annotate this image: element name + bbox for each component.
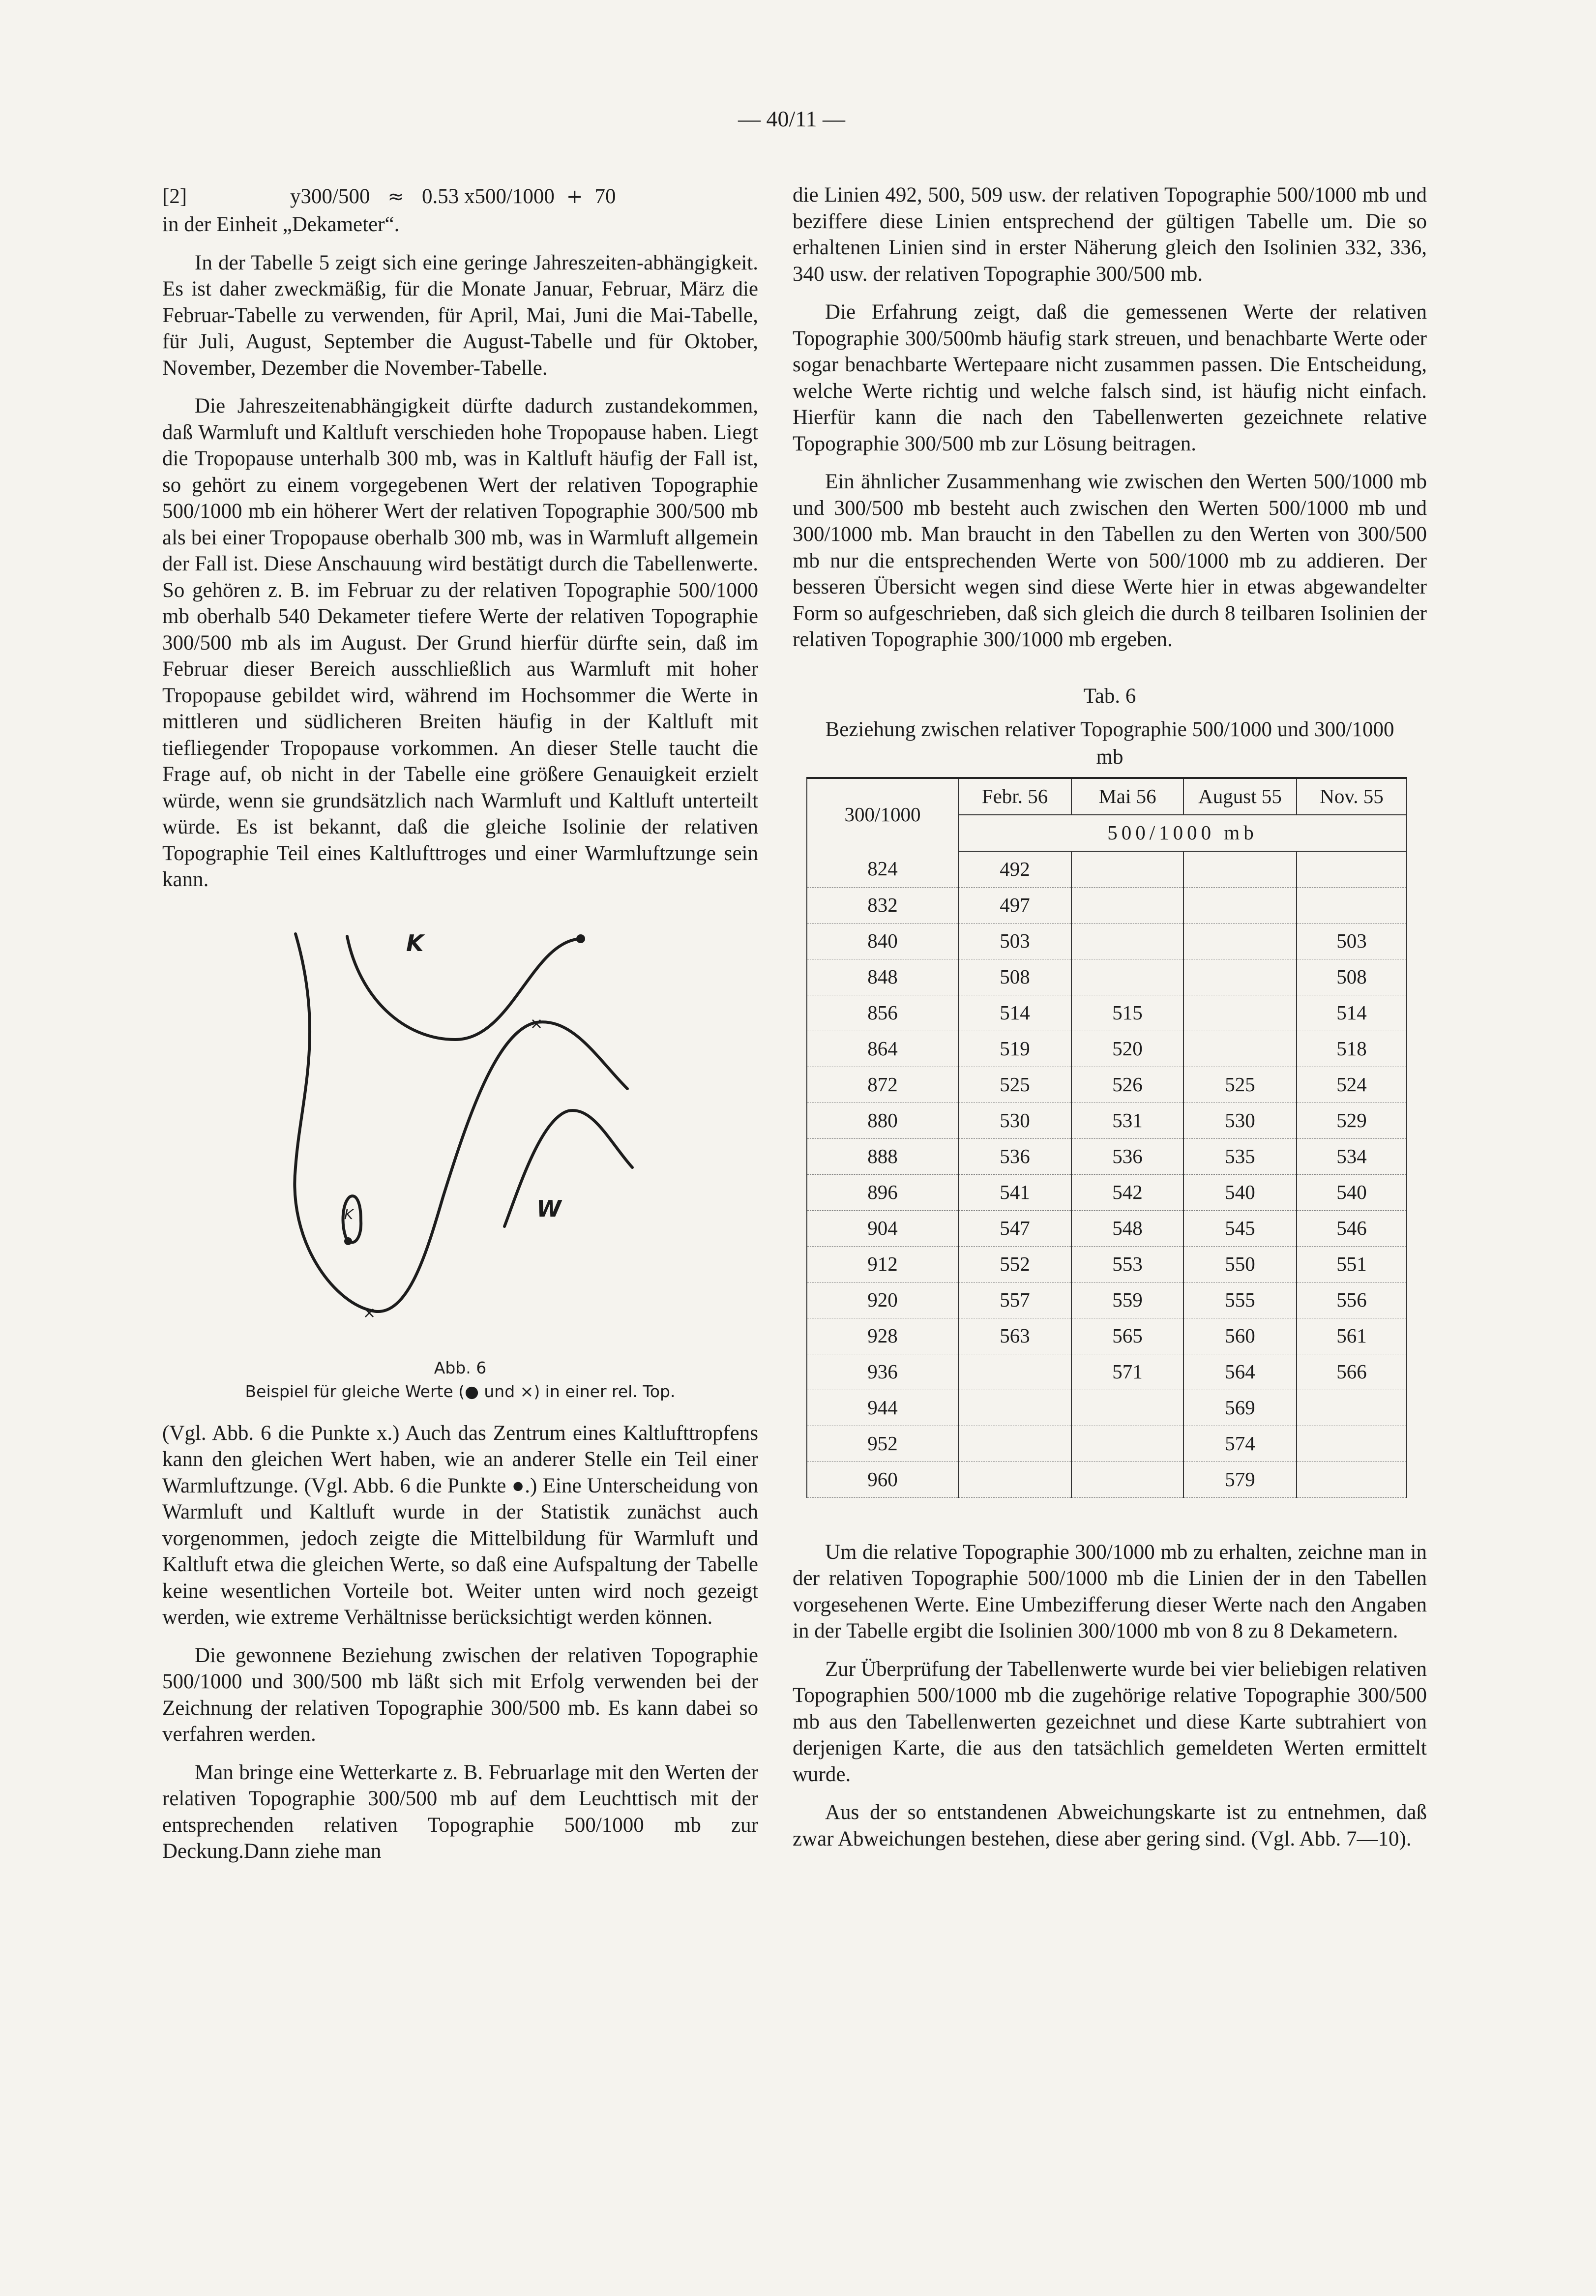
value-cell — [1071, 887, 1183, 923]
value-cell: 579 — [1183, 1461, 1297, 1497]
value-cell: 557 — [958, 1282, 1071, 1318]
unit-line: in der Einheit „Dekameter“. — [162, 213, 400, 236]
paragraph: Ein ähnlicher Zusammenhang wie zwischen den Werten 500/1000 mb und 300/500 mb besteht auch zwischen den Werten 500/1000 mb und 300/1000 mb. Man braucht in den Tabellen zu den Werten von 300/500 mb nur die entsprechenden Werte von 500/1000 mb zu addieren. Der besseren Übersicht wegen sind diese Werte hier in etwas abgewandelter Form so aufgeschrieben, daß sich gleich die durch 8 teilbaren Isolinien der relativen Topographie 300/1000 mb ergeben. — [793, 470, 1427, 651]
paragraph: Die gewonnene Beziehung zwischen der relativen Topographie 500/1000 und 300/500 mb läßt sich mit Erfolg verwenden bei der Zeichnung der relativen Topographie 300/500 mb. Es kann dabei so verfahren werden. — [162, 1643, 758, 1746]
paragraph: Um die relative Topographie 300/1000 mb zu erhalten, zeichne man in der relativen Topographie 500/1000 mb die Linien der in den Tabellen vorgesehenen Werte. Eine Umbezifferung dieser Werte nach den Angaben in der Tabelle ergibt die Isolinien 300/1000 mb von 8 zu 8 Dekametern. — [793, 1540, 1427, 1642]
equation-lhs: y300/500 — [290, 185, 370, 208]
figure-caption-title: Abb. 6 — [434, 1358, 487, 1377]
value-cell: 514 — [1297, 995, 1407, 1031]
value-cell: 547 — [958, 1210, 1071, 1246]
label-w: W — [536, 1195, 562, 1222]
plus-sign: + — [566, 185, 583, 208]
value-cell: 525 — [958, 1067, 1071, 1103]
value-cell: 519 — [958, 1031, 1071, 1067]
value-cell: 515 — [1071, 995, 1183, 1031]
cross-marker: × — [362, 1303, 376, 1322]
row-key-cell: 856 — [807, 995, 958, 1031]
isoline-sketch — [273, 912, 647, 1344]
column-header: August 55 — [1183, 778, 1297, 815]
dot-marker — [576, 934, 585, 943]
table-6 — [806, 777, 1407, 1498]
value-cell: 514 — [958, 995, 1071, 1031]
value-cell: 571 — [1071, 1354, 1183, 1390]
equation-2 — [162, 182, 758, 211]
value-cell: 520 — [1071, 1031, 1183, 1067]
value-cell — [1183, 887, 1297, 923]
cross-marker: × — [530, 1014, 543, 1033]
row-key-cell: 904 — [807, 1210, 958, 1246]
table-row — [807, 1318, 1407, 1354]
table-row — [807, 1426, 1407, 1461]
value-cell — [1183, 959, 1297, 995]
isoline-ridge — [295, 934, 627, 1312]
approx-sign: ≈ — [387, 185, 404, 208]
figure-6 — [162, 912, 758, 1403]
table-row — [807, 1174, 1407, 1210]
value-cell: 526 — [1071, 1067, 1183, 1103]
row-key-cell: 920 — [807, 1282, 958, 1318]
value-cell: 530 — [1183, 1103, 1297, 1138]
value-cell — [1071, 1390, 1183, 1426]
table-row — [807, 1246, 1407, 1282]
value-cell: 536 — [1071, 1138, 1183, 1174]
paragraph: Aus der so entstandenen Abweichungskarte ist zu entnehmen, daß zwar Abweichungen bestehen, diese aber gering sind. (Vgl. Abb. 7—10). — [793, 1801, 1427, 1850]
value-cell: 503 — [958, 923, 1071, 959]
value-cell: 559 — [1071, 1282, 1183, 1318]
table-label: Tab. 6 — [1083, 684, 1136, 708]
row-key-cell: 928 — [807, 1318, 958, 1354]
value-cell: 508 — [1297, 959, 1407, 995]
paragraph: Die Jahreszeitenabhängigkeit dürfte dadurch zustandekommen, daß Warmluft und Kaltluft verschieden hohe Tropopause haben. Liegt die Tropopause unterhalb 300 mb, was in Kaltluft häufig der Fall ist, so gehört zu einem vorgegebenen Wert der relativen Topographie 500/1000 mb ein höherer Wert der relativen Topographie 300/500 mb als bei einer Tropopause oberhalb 300 mb, was in Warmluft allgemein der Fall ist. Diese Anschauung wird bestätigt durch die Tabellenwerte. So gehören z. B. im Februar zu der relativen Topographie 500/1000 mb oberhalb 540 Dekameter tiefere Werte der relativen Topographie 300/500 mb als im August. Der Grund hierfür dürfte sein, daß im Februar dieser Bereich ausschließlich aus Warmluft mit hoher Tropopause gebildet wird, während im Hochsommer die Werte in mittleren und südlicheren Breiten häufig in der Kaltluft mit tiefliegender Tropopause vorkommen. An dieser Stelle taucht die Frage auf, ob nicht in der Tabelle eine größere Genauigkeit erzielt würde, wenn sie grundsätzlich nach Warmluft und Kaltluft unterteilt würde. Es ist bekannt, daß die gleiche Isolinie der relativen Topographie Teil eines Kaltlufttroges und einer Warmluftzunge sein kann. — [162, 394, 758, 891]
equation-rhs: 0.53 x500/1000 — [421, 185, 555, 208]
row-key-cell: 888 — [807, 1138, 958, 1174]
paragraph: In der Tabelle 5 zeigt sich eine geringe Jahreszeiten-abhängigkeit. Es ist daher zweckmäßig, für die Monate Januar, Februar, März die Februar-Tabelle zu verwenden, für April, Mai, Juni die Mai-Tabelle, für Juli, August, September die August-Tabelle und für Oktober, November, Dezember die November-Tabelle. — [162, 251, 758, 380]
row-key-cell: 832 — [807, 887, 958, 923]
value-cell: 545 — [1183, 1210, 1297, 1246]
value-cell — [1183, 1031, 1297, 1067]
table-row — [807, 1354, 1407, 1390]
table-row — [807, 1210, 1407, 1246]
value-cell — [1297, 1390, 1407, 1426]
label-k: K — [406, 929, 424, 956]
value-cell: 497 — [958, 887, 1071, 923]
row-key-cell: 936 — [807, 1354, 958, 1390]
figure-caption-text: Beispiel für gleiche Werte (● und ×) in einer rel. Top. — [245, 1381, 676, 1401]
row-key-cell: 864 — [807, 1031, 958, 1067]
table-row — [807, 1103, 1407, 1138]
table-row — [807, 851, 1407, 888]
value-cell: 503 — [1297, 923, 1407, 959]
value-cell: 561 — [1297, 1318, 1407, 1354]
value-cell: 541 — [958, 1174, 1071, 1210]
value-cell: 536 — [958, 1138, 1071, 1174]
equation-constant: 70 — [594, 185, 616, 208]
value-cell — [1183, 995, 1297, 1031]
value-cell: 535 — [1183, 1138, 1297, 1174]
row-key-cell: 880 — [807, 1103, 958, 1138]
paragraph: Man bringe eine Wetterkarte z. B. Februarlage mit den Werten der relativen Topographie 300/500 mb auf dem Leuchttisch mit der entsprechenden relativen Topographie 500/1000 mb zur Deckung.Dann ziehe man — [162, 1760, 758, 1863]
isoline-inner — [504, 1110, 632, 1226]
value-cell: 550 — [1183, 1246, 1297, 1282]
value-cell: 569 — [1183, 1390, 1297, 1426]
page-number: — 40/11 — — [738, 106, 846, 131]
label-k-drop: K — [344, 1206, 354, 1223]
left-column — [162, 182, 758, 1877]
value-cell: 574 — [1183, 1426, 1297, 1461]
unit-header: 500/1000 mb — [958, 815, 1407, 851]
value-cell — [1297, 851, 1407, 888]
table-row — [807, 959, 1407, 995]
value-cell — [958, 1461, 1071, 1497]
value-cell: 524 — [1297, 1067, 1407, 1103]
value-cell — [958, 1426, 1071, 1461]
value-cell: 531 — [1071, 1103, 1183, 1138]
value-cell — [1297, 1426, 1407, 1461]
paragraph: Zur Überprüfung der Tabellenwerte wurde bei vier beliebigen relativen Topographien 500/1000 mb die zugehörige relative Topographie 300/500 mb aus den Tabellenwerten gezeichnet und diese Karte subtrahiert von derjenigen Karte, die aus den tatsächlich gemeldeten Werten ermittelt wurde. — [793, 1657, 1427, 1786]
row-key-cell: 840 — [807, 923, 958, 959]
row-key-cell: 848 — [807, 959, 958, 995]
value-cell — [1071, 851, 1183, 888]
row-header: 300/1000 — [807, 778, 958, 851]
isoline-trough — [347, 936, 581, 1040]
value-cell: 540 — [1183, 1174, 1297, 1210]
value-cell — [1183, 923, 1297, 959]
value-cell: 560 — [1183, 1318, 1297, 1354]
value-cell: 552 — [958, 1246, 1071, 1282]
value-cell: 542 — [1071, 1174, 1183, 1210]
value-cell: 565 — [1071, 1318, 1183, 1354]
value-cell: 553 — [1071, 1246, 1183, 1282]
column-header: Febr. 56 — [958, 778, 1071, 815]
value-cell: 525 — [1183, 1067, 1297, 1103]
value-cell — [1071, 959, 1183, 995]
value-cell: 548 — [1071, 1210, 1183, 1246]
value-cell: 529 — [1297, 1103, 1407, 1138]
column-header: Mai 56 — [1071, 778, 1183, 815]
value-cell: 564 — [1183, 1354, 1297, 1390]
paragraph: Die Erfahrung zeigt, daß die gemessenen Werte der relativen Topographie 300/500mb häufig stark streuen, und benachbarte Werte oder sogar benachbarte Wertepaare nicht zusammen passen. Die Entscheidung, welche Werte richtig und welche falsch sind, ist häufig nicht einfach. Hierfür kann die nach den Tabellenwerten gezeichnete relative Topographie 300/500 mb zur Lösung beitragen. — [793, 300, 1427, 455]
table-row — [807, 1031, 1407, 1067]
value-cell — [958, 1390, 1071, 1426]
row-key-cell: 824 — [807, 851, 958, 888]
value-cell — [1071, 1426, 1183, 1461]
value-cell: 551 — [1297, 1246, 1407, 1282]
table-row — [807, 887, 1407, 923]
value-cell: 555 — [1183, 1282, 1297, 1318]
value-cell: 566 — [1297, 1354, 1407, 1390]
table-row — [807, 995, 1407, 1031]
table-title: Beziehung zwischen relativer Topographie 500/1000 und 300/1000 mb — [825, 717, 1394, 769]
table-row — [807, 1461, 1407, 1497]
column-header: Nov. 55 — [1297, 778, 1407, 815]
row-key-cell: 872 — [807, 1067, 958, 1103]
value-cell: 556 — [1297, 1282, 1407, 1318]
table-row — [807, 1067, 1407, 1103]
row-key-cell: 952 — [807, 1426, 958, 1461]
table-row — [807, 1138, 1407, 1174]
value-cell: 530 — [958, 1103, 1071, 1138]
table-row — [807, 1282, 1407, 1318]
paragraph: (Vgl. Abb. 6 die Punkte x.) Auch das Zentrum eines Kaltlufttropfens kann den gleichen Wert haben, wie an anderer Stelle ein Teil einer Warmluftzunge. (Vgl. Abb. 6 die Punkte ●.) Eine Unterscheidung von Warmluft und Kaltluft wurde in der Statistik zunächst auch vorgenommen, jedoch zeigte die Mittelbildung für Warmluft und Kaltluft etwa die gleichen Werte, so daß eine Aufspaltung der Tabelle keine wesentlichen Vorteile bot. Weiter unten wird noch gezeigt werden, wie extreme Verhältnisse berücksichtigt werden können. — [162, 1421, 758, 1629]
value-cell: 540 — [1297, 1174, 1407, 1210]
equation-number: [2] — [162, 185, 187, 208]
right-column — [793, 182, 1427, 1864]
dot-marker — [344, 1237, 352, 1245]
value-cell: 546 — [1297, 1210, 1407, 1246]
value-cell: 518 — [1297, 1031, 1407, 1067]
value-cell: 492 — [958, 851, 1071, 888]
paragraph: die Linien 492, 500, 509 usw. der relativen Topographie 500/1000 mb und beziffere diese Linien entsprechend der gültigen Tabelle um. Die so erhaltenen Linien sind in erster Näherung gleich den Isolinien 332, 336, 340 usw. der relativen Topographie 300/500 mb. — [793, 183, 1427, 286]
row-key-cell: 912 — [807, 1246, 958, 1282]
value-cell — [958, 1354, 1071, 1390]
row-key-cell: 896 — [807, 1174, 958, 1210]
table-row — [807, 1390, 1407, 1426]
value-cell — [1297, 887, 1407, 923]
value-cell — [1071, 923, 1183, 959]
row-key-cell: 944 — [807, 1390, 958, 1426]
row-key-cell: 960 — [807, 1461, 958, 1497]
value-cell: 508 — [958, 959, 1071, 995]
value-cell: 563 — [958, 1318, 1071, 1354]
value-cell — [1071, 1461, 1183, 1497]
value-cell — [1297, 1461, 1407, 1497]
value-cell: 534 — [1297, 1138, 1407, 1174]
table-row — [807, 923, 1407, 959]
value-cell — [1183, 851, 1297, 888]
